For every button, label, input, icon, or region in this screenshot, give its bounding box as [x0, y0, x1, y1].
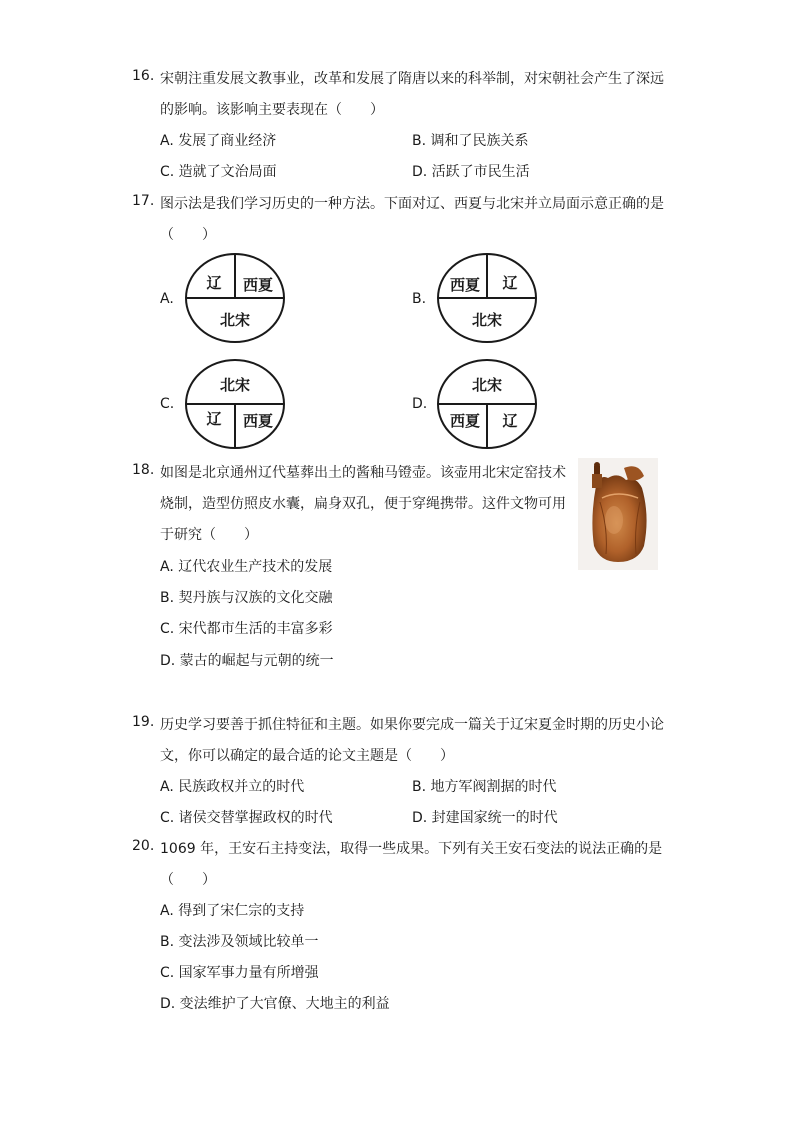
q17-a-xixia-label: 西夏 [242, 276, 274, 294]
q19-stem-line1: 历史学习要善于抓住特征和主题。如果你要完成一篇关于辽宋夏金时期的历史小论 [160, 717, 664, 733]
q17-d-liao-label: 辽 [502, 412, 518, 430]
q17-c-liao-label: 辽 [206, 410, 222, 428]
q18-option-d[interactable]: D. 蒙古的崛起与元朝的统一 [160, 653, 334, 669]
q20-option-b[interactable]: B. 变法涉及领域比较单一 [160, 934, 319, 950]
q17-d-beisong-label: 北宋 [471, 376, 503, 394]
q20-stem-line1: 1069 年，王安石主持变法，取得一些成果。下列有关王安石变法的说法正确的是 [160, 841, 663, 857]
q16-stem-line1: 宋朝注重发展文教事业，改革和发展了隋唐以来的科举制，对宋朝社会产生了深远 [160, 71, 664, 87]
stirrup-flask-image [578, 458, 658, 570]
q17-d-xixia-label: 西夏 [449, 412, 481, 430]
q17-number: 17. [132, 193, 155, 209]
q17-a-liao-label: 辽 [206, 274, 222, 292]
q16-option-d[interactable]: D. 活跃了市民生活 [412, 164, 530, 180]
q18-stem-line1: 如图是北京通州辽代墓葬出土的酱釉马镫壶。该壶用北宋定窑技术 [160, 465, 566, 481]
q17-option-b[interactable]: B. [412, 291, 427, 307]
q16-number: 16. [132, 68, 155, 84]
q17-b-beisong-label: 北宋 [471, 311, 503, 329]
q16-stem-line2: 的影响。该影响主要表现在（ ） [160, 102, 384, 118]
q18-stem-line2: 烧制，造型仿照皮水囊，扁身双孔，便于穿绳携带。这件文物可用 [160, 496, 566, 512]
q20-option-c[interactable]: C. 国家军事力量有所增强 [160, 965, 319, 981]
q19-option-a[interactable]: A. 民族政权并立的时代 [160, 779, 305, 795]
q17-b-xixia-label: 西夏 [449, 276, 481, 294]
q17-b-liao-label: 辽 [502, 274, 518, 292]
q17-c-beisong-label: 北宋 [219, 376, 251, 394]
q16-option-c[interactable]: C. 造就了文治局面 [160, 164, 277, 180]
q20-option-d[interactable]: D. 变法维护了大官僚、大地主的利益 [160, 996, 390, 1012]
q18-option-a[interactable]: A. 辽代农业生产技术的发展 [160, 559, 333, 575]
q17-option-d[interactable]: D. [412, 396, 428, 412]
q16-option-a[interactable]: A. 发展了商业经济 [160, 133, 277, 149]
q18-option-b[interactable]: B. 契丹族与汉族的文化交融 [160, 590, 333, 606]
q17-a-beisong-label: 北宋 [219, 311, 251, 329]
q17-option-c[interactable]: C. [160, 396, 175, 412]
q19-option-d[interactable]: D. 封建国家统一的时代 [412, 810, 558, 826]
q20-number: 20. [132, 838, 155, 854]
q17-diagram-d [436, 358, 538, 450]
q19-number: 19. [132, 714, 155, 730]
q17-diagram-b [436, 252, 538, 344]
q18-option-c[interactable]: C. 宋代都市生活的丰富多彩 [160, 621, 333, 637]
q20-option-a[interactable]: A. 得到了宋仁宗的支持 [160, 903, 305, 919]
q16-option-b[interactable]: B. 调和了民族关系 [412, 133, 529, 149]
q20-stem-line2: （ ） [160, 872, 216, 888]
q18-stem-line3: 于研究（ ） [160, 527, 258, 543]
q19-stem-line2: 文，你可以确定的最合适的论文主题是（ ） [160, 748, 454, 764]
q17-diagram-a [184, 252, 286, 344]
q17-c-xixia-label: 西夏 [242, 412, 274, 430]
q18-number: 18. [132, 462, 155, 478]
q17-diagram-c [184, 358, 286, 450]
q17-stem-line2: （ ） [160, 227, 216, 243]
q19-option-c[interactable]: C. 诸侯交替掌握政权的时代 [160, 810, 333, 826]
q17-option-a[interactable]: A. [160, 291, 174, 307]
q17-stem-line1: 图示法是我们学习历史的一种方法。下面对辽、西夏与北宋并立局面示意正确的是 [160, 196, 664, 212]
q19-option-b[interactable]: B. 地方军阀割据的时代 [412, 779, 557, 795]
